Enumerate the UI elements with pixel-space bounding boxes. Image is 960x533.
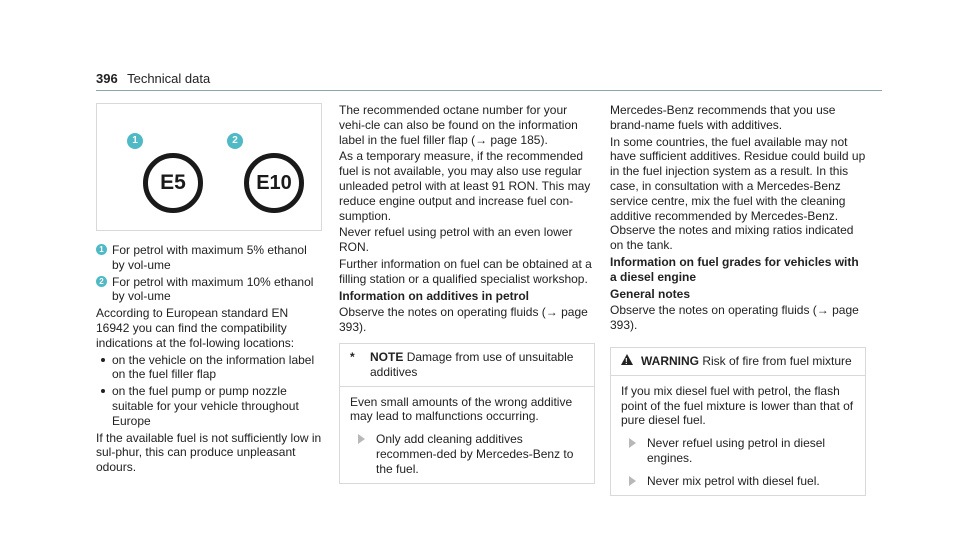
note-icon: * [350,349,355,364]
header-divider [96,90,882,91]
e5-label-icon: E5 [143,153,203,213]
note-text: Even small amounts of the wrong additive may lead to malfunctions occurring. [350,394,573,424]
note-box [339,343,595,484]
legend-item [96,275,322,305]
subheading: General notes [610,286,691,301]
bullet-icon [101,358,105,362]
list-item-text: on the vehicle on the information label on the fuel filler flap [112,352,315,382]
paragraph: As a temporary measure, if the recommended fuel is not available, you may also use regular unleaded petrol with at least 91 RON. This may reduce engine output and increase fuel con-sumption. [339,149,591,223]
paragraph: If the available fuel is not sufficiently low in sul-phur, this can produce unpleasant odours. [96,430,322,475]
fuel-label-figure [96,103,322,231]
note-label: NOTE [370,349,404,364]
warning-title: Risk of fire from fuel mixture [702,353,852,368]
paragraph: Observe the notes on operating fluids (→ page 393). [339,305,588,335]
legend-item [96,243,322,273]
note-body [340,387,594,483]
legend-text: For petrol with maximum 10% ethanol by vol-ume [112,274,314,304]
section-heading: Information on additives in petrol [339,288,530,303]
callout-badge-1: 1 [127,133,143,149]
column-3 [610,103,866,496]
note-header [340,344,594,387]
warning-symbol: ! [625,356,628,366]
section-heading: Information on fuel grades for vehicles with a diesel engine [610,254,859,284]
warning-triangle-icon [621,354,633,365]
column-1 [96,103,322,477]
page-number: 396 [96,71,118,86]
page-header [96,71,210,86]
paragraph: According to European standard EN 16942 you can find the compatibility indications at the fol-lowing locations: [96,306,295,350]
note-step [350,432,584,476]
column-2 [339,103,595,484]
arrow-right-icon [358,434,365,444]
paragraph: Observe the notes on operating fluids (→ page 393). [610,303,859,333]
bullet-icon [101,389,105,393]
note-step-text: Only add cleaning additives recommen-ded by Mercedes-Benz to the fuel. [376,432,574,476]
section-title: Technical data [127,71,211,86]
warning-step [621,436,855,466]
list-item [96,384,322,428]
warning-header [611,348,865,376]
paragraph: The recommended octane number for your vehi-cle can also be found on the information label in the fuel filler flap (→ page 185). [339,103,578,147]
warning-step [621,474,855,489]
warning-text: If you mix diesel fuel with petrol, the flash point of the fuel mixture is lower than that of pure diesel fuel. [621,383,854,428]
paragraph: Mercedes-Benz recommends that you use brand-name fuels with additives. [610,103,836,132]
warning-box [610,347,866,496]
legend-badge-1: 1 [96,244,107,255]
warning-step-text: Never refuel using petrol in diesel engines. [647,436,826,465]
location-list [96,353,322,429]
callout-badge-2: 2 [227,133,243,149]
list-item-text: on the fuel pump or pump nozzle suitable for your vehicle throughout Europe [112,384,299,428]
note-title: Damage from use of unsuitable additives [370,349,574,379]
legend-text: For petrol with maximum 5% ethanol by vol-ume [112,243,307,272]
arrow-right-icon [629,438,636,448]
e10-label-icon: E10 [244,153,304,213]
warning-step-text: Never mix petrol with diesel fuel. [647,473,820,488]
warning-label: WARNING [641,353,699,368]
arrow-right-icon [629,476,636,486]
paragraph: In some countries, the fuel available may not have sufficient additives. Residue could build up in the fuel injection system as a result. In this case, in consultation with a Mercedes-Benz service centre, mix the fuel with the cleaning additive recommended by Mercedes-Benz. Observe the notes and mixing ratios indicated on the tank. [610,134,866,253]
legend-badge-2: 2 [96,276,107,287]
paragraph: Further information on fuel can be obtained at a filling station or a qualified specialist workshop. [339,256,592,286]
list-item [96,353,322,383]
paragraph: Never refuel using petrol with an even lower RON. [339,225,573,255]
warning-body [611,376,865,495]
